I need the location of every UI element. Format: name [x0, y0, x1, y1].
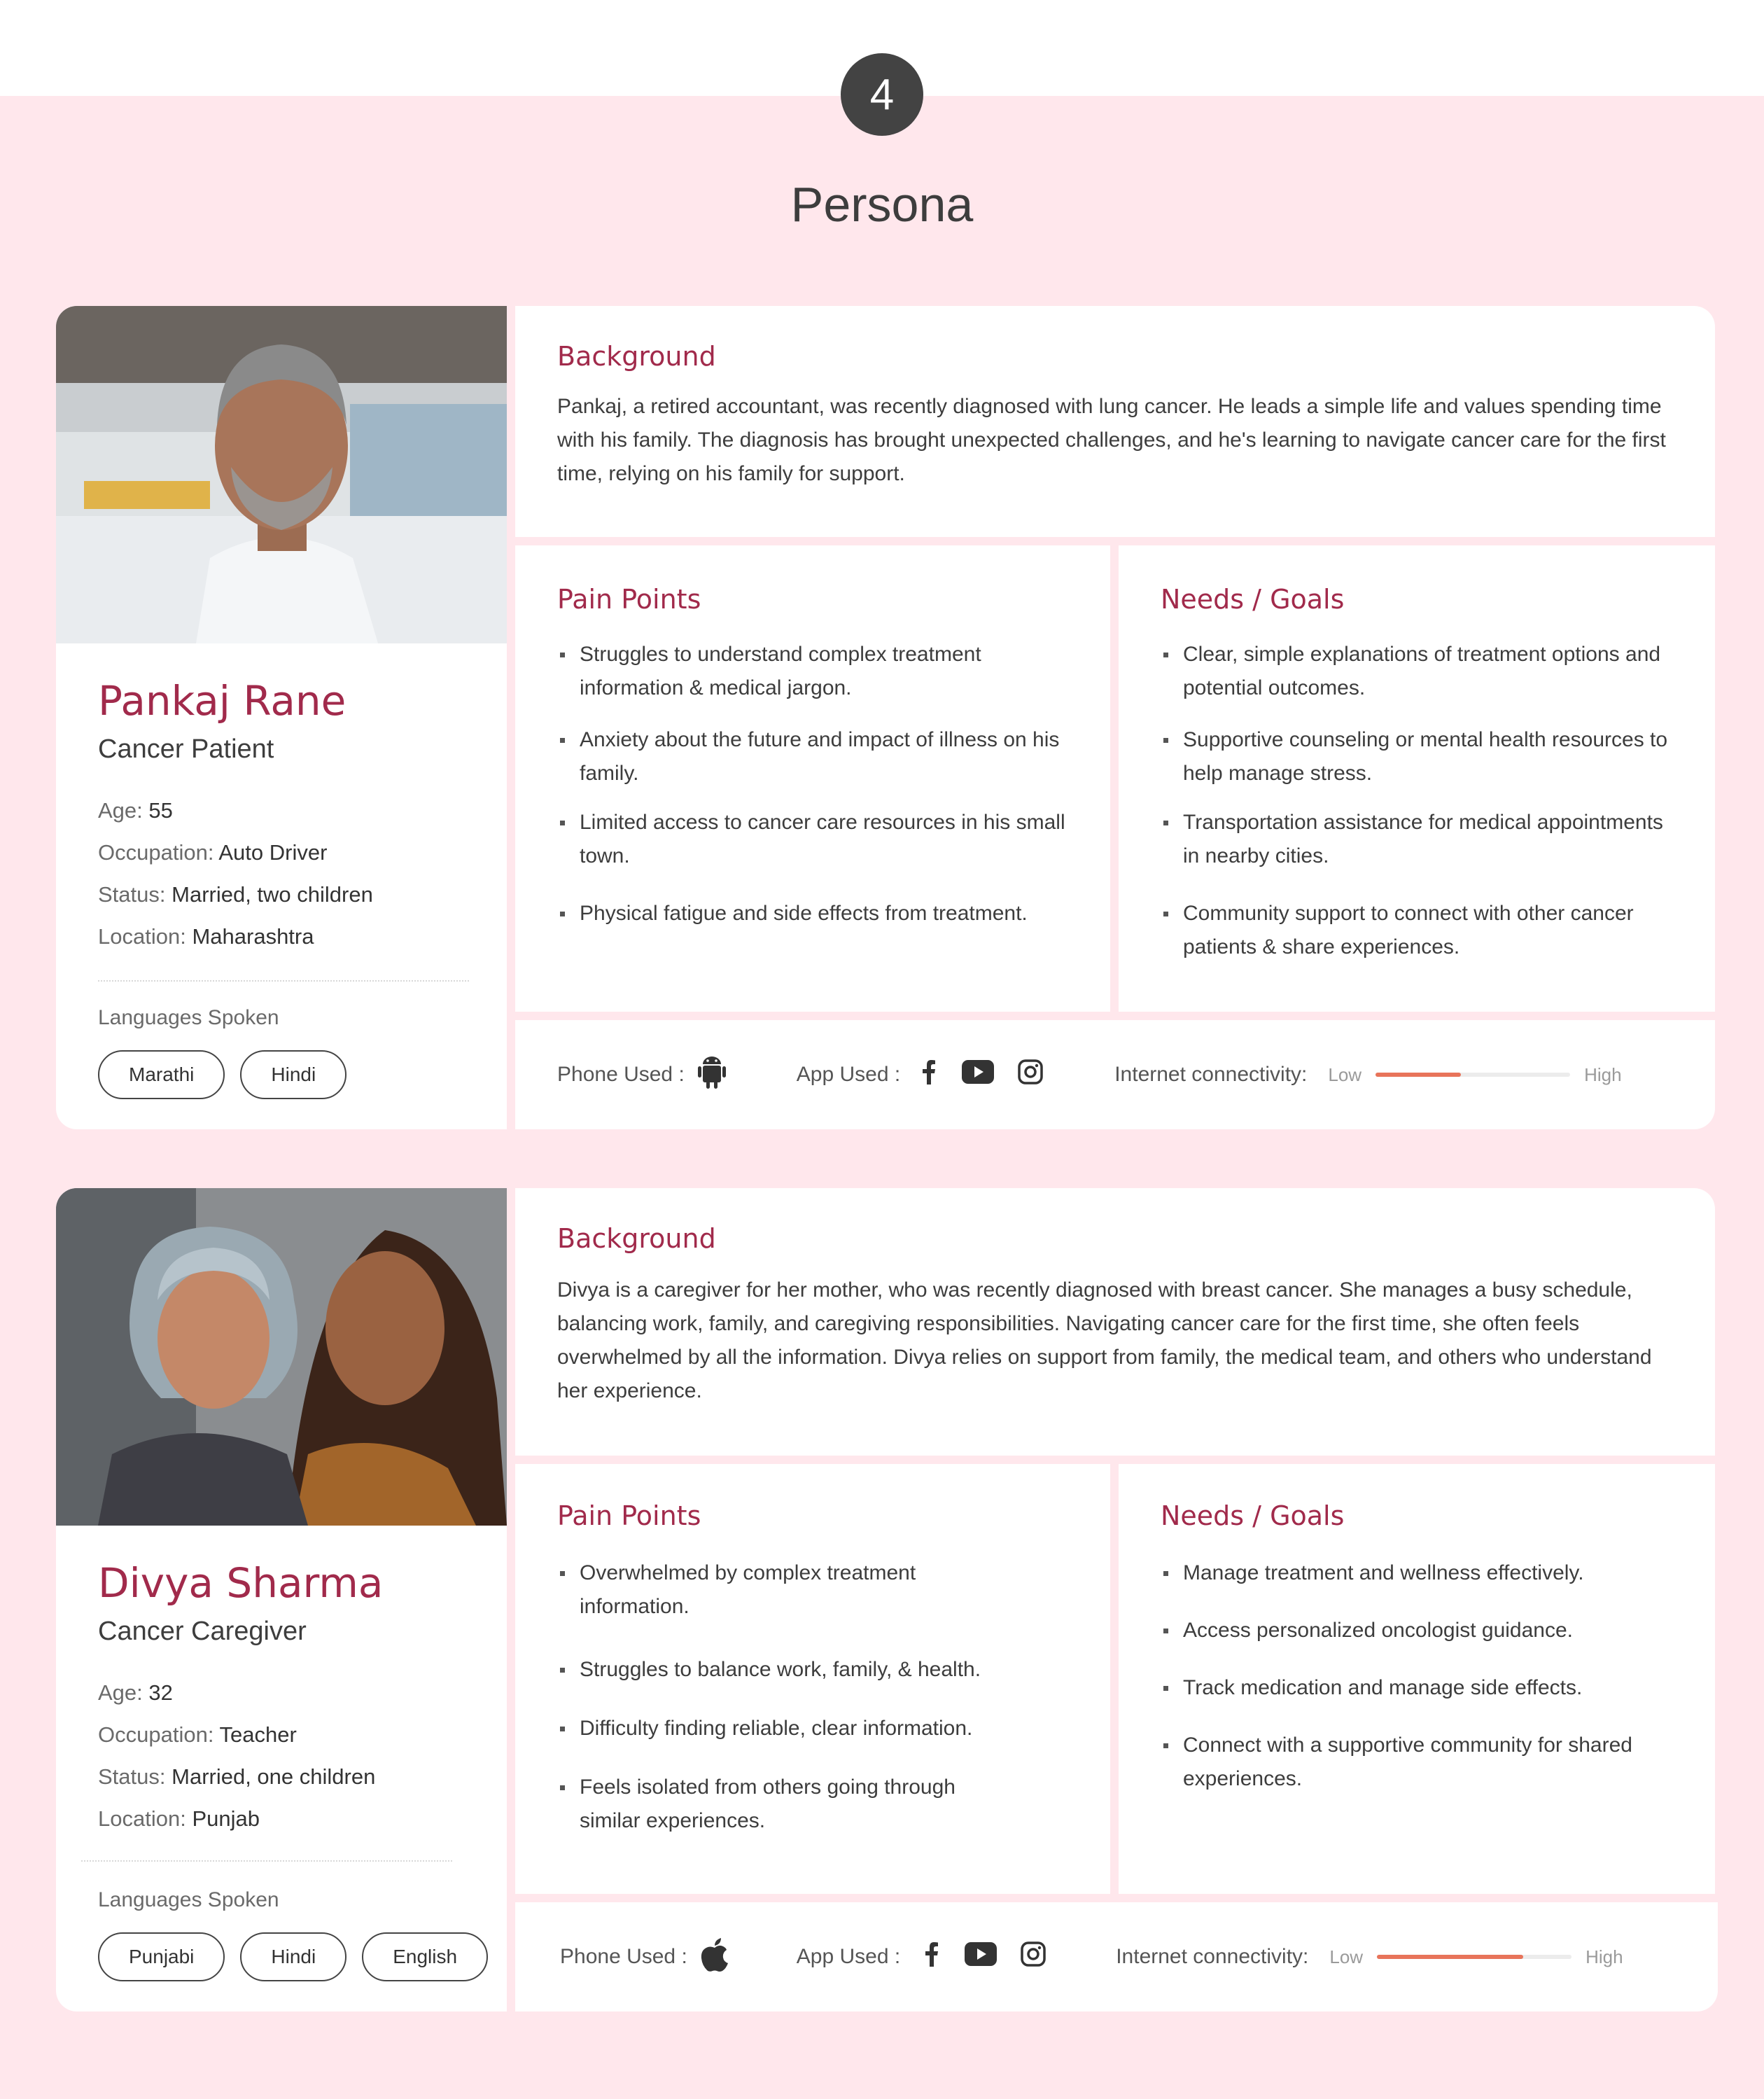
section-title: Persona	[790, 177, 974, 232]
occupation-label: Occupation:	[98, 1722, 214, 1747]
status-row	[98, 1764, 375, 1790]
language-chip[interactable]: Punjabi	[98, 1932, 225, 1981]
language-chip[interactable]: English	[362, 1932, 488, 1981]
languages-title: Languages Spoken	[98, 1888, 279, 1911]
status-label: Status:	[98, 882, 166, 907]
connectivity-meter	[1377, 1955, 1572, 1959]
needs-goals-panel	[1119, 545, 1715, 1012]
occupation-label: Occupation:	[98, 840, 214, 865]
facebook-icon	[921, 1059, 937, 1090]
android-icon	[697, 1054, 727, 1095]
location-value: Maharashtra	[192, 924, 314, 949]
phone-used-label: Phone Used :	[560, 1945, 687, 1968]
pain-points-panel	[515, 545, 1110, 1012]
list-item: Struggles to understand complex treatment information & medical jargon.	[557, 638, 1075, 705]
location-label: Location:	[98, 1806, 186, 1831]
age-row	[98, 798, 173, 823]
apple-icon	[700, 1937, 729, 1977]
internet-connectivity-label: Internet connectivity:	[1114, 1063, 1308, 1086]
languages-title: Languages Spoken	[98, 1006, 279, 1029]
persona-name: Pankaj Rane	[98, 677, 346, 725]
list-item: Clear, simple explanations of treatment options and potential outcomes.	[1161, 638, 1679, 705]
profile-card	[56, 1188, 507, 2011]
languages-chips	[98, 1932, 488, 1981]
list-item: Difficulty finding reliable, clear information.	[557, 1712, 1005, 1745]
list-item: Access personalized oncologist guidance.	[1161, 1614, 1651, 1647]
persona-card-divya	[56, 1188, 1715, 2011]
app-used-label: App Used :	[796, 1945, 901, 1968]
location-row	[98, 1806, 260, 1832]
age-value: 32	[148, 1680, 173, 1705]
background-title: Background	[557, 1223, 716, 1254]
pain-points-panel	[515, 1464, 1110, 1894]
list-item: Feels isolated from others going through similar experiences.	[557, 1771, 1005, 1838]
needs-goals-list	[1161, 1556, 1651, 1796]
low-label: Low	[1328, 1064, 1362, 1085]
app-used-label: App Used :	[796, 1063, 901, 1086]
facebook-icon	[924, 1941, 939, 1972]
divider	[81, 1860, 452, 1862]
pain-points-list	[557, 638, 1075, 930]
background-text: Divya is a caregiver for her mother, who was recently diagnosed with breast cancer. She manages a busy schedule, balancing work, family, and caregiving responsibilities. Navigating cancer care for the first time, she often feels overwhelmed by all the information. Divya relies on support from family, the medical team, and others who understand her experience.	[557, 1278, 1652, 1402]
persona-name: Divya Sharma	[98, 1559, 384, 1607]
age-row	[98, 1680, 173, 1706]
status-label: Status:	[98, 1764, 166, 1789]
status-row	[98, 882, 373, 907]
connectivity-meter	[1376, 1073, 1570, 1077]
background-text: Pankaj, a retired accountant, was recently diagnosed with lung cancer. He leads a simple life and values spending time with his family. The diagnosis has brought unexpected challenges, and he's learning to navigate cancer care for the first time, relying on his family for support.	[557, 395, 1666, 485]
language-chip[interactable]: Marathi	[98, 1050, 225, 1099]
list-item: Community support to connect with other cancer patients & share experiences.	[1161, 897, 1679, 964]
pain-points-title: Pain Points	[557, 584, 701, 615]
list-item: Limited access to cancer care resources in his small town.	[557, 806, 1075, 873]
list-item: Connect with a supportive community for shared experiences.	[1161, 1729, 1651, 1796]
persona-role: Cancer Caregiver	[98, 1617, 307, 1646]
device-usage-bar	[515, 1020, 1715, 1129]
profile-photo	[56, 1188, 507, 1526]
list-item: Struggles to balance work, family, & health.	[557, 1653, 1005, 1687]
languages-chips	[98, 1050, 346, 1099]
youtube-icon	[962, 1060, 994, 1089]
persona-role: Cancer Patient	[98, 734, 274, 764]
phone-used-label: Phone Used :	[557, 1063, 685, 1086]
occupation-value: Teacher	[219, 1722, 297, 1747]
status-value: Married, one children	[172, 1764, 376, 1789]
age-value: 55	[148, 798, 173, 823]
background-panel	[515, 306, 1715, 537]
age-label: Age:	[98, 798, 143, 823]
device-usage-bar	[515, 1902, 1718, 2011]
pain-points-list	[557, 1556, 1005, 1838]
connectivity-fill	[1377, 1955, 1523, 1959]
instagram-icon	[1018, 1059, 1043, 1090]
background-panel	[515, 1188, 1715, 1456]
language-chip[interactable]: Hindi	[240, 1050, 346, 1099]
language-chip[interactable]: Hindi	[240, 1932, 346, 1981]
high-label: High	[1586, 1946, 1623, 1967]
step-number-badge: 4	[841, 53, 923, 136]
connectivity-fill	[1376, 1073, 1461, 1077]
internet-connectivity-label: Internet connectivity:	[1116, 1945, 1309, 1968]
high-label: High	[1584, 1064, 1622, 1085]
needs-goals-title: Needs / Goals	[1161, 584, 1345, 615]
location-label: Location:	[98, 924, 186, 949]
youtube-icon	[965, 1942, 997, 1972]
occupation-row	[98, 840, 327, 865]
location-value: Punjab	[192, 1806, 260, 1831]
age-label: Age:	[98, 1680, 143, 1705]
list-item: Manage treatment and wellness effectively.	[1161, 1556, 1651, 1590]
list-item: Track medication and manage side effects.	[1161, 1671, 1651, 1705]
instagram-icon	[1021, 1941, 1046, 1972]
list-item: Supportive counseling or mental health resources to help manage stress.	[1161, 723, 1679, 790]
list-item: Physical fatigue and side effects from treatment.	[557, 897, 1075, 930]
needs-goals-title: Needs / Goals	[1161, 1500, 1345, 1531]
occupation-value: Auto Driver	[218, 840, 328, 865]
pain-points-title: Pain Points	[557, 1500, 701, 1531]
list-item: Anxiety about the future and impact of illness on his family.	[557, 723, 1075, 790]
list-item: Transportation assistance for medical appointments in nearby cities.	[1161, 806, 1679, 873]
needs-goals-panel	[1119, 1464, 1715, 1894]
list-item: Overwhelmed by complex treatment information.	[557, 1556, 1005, 1624]
divider	[98, 980, 469, 982]
needs-goals-list	[1161, 638, 1679, 964]
location-row	[98, 924, 314, 949]
background-title: Background	[557, 341, 716, 372]
occupation-row	[98, 1722, 297, 1748]
profile-card	[56, 306, 507, 1129]
persona-card-pankaj	[56, 306, 1715, 1129]
profile-photo	[56, 306, 507, 643]
low-label: Low	[1329, 1946, 1364, 1967]
status-value: Married, two children	[172, 882, 373, 907]
